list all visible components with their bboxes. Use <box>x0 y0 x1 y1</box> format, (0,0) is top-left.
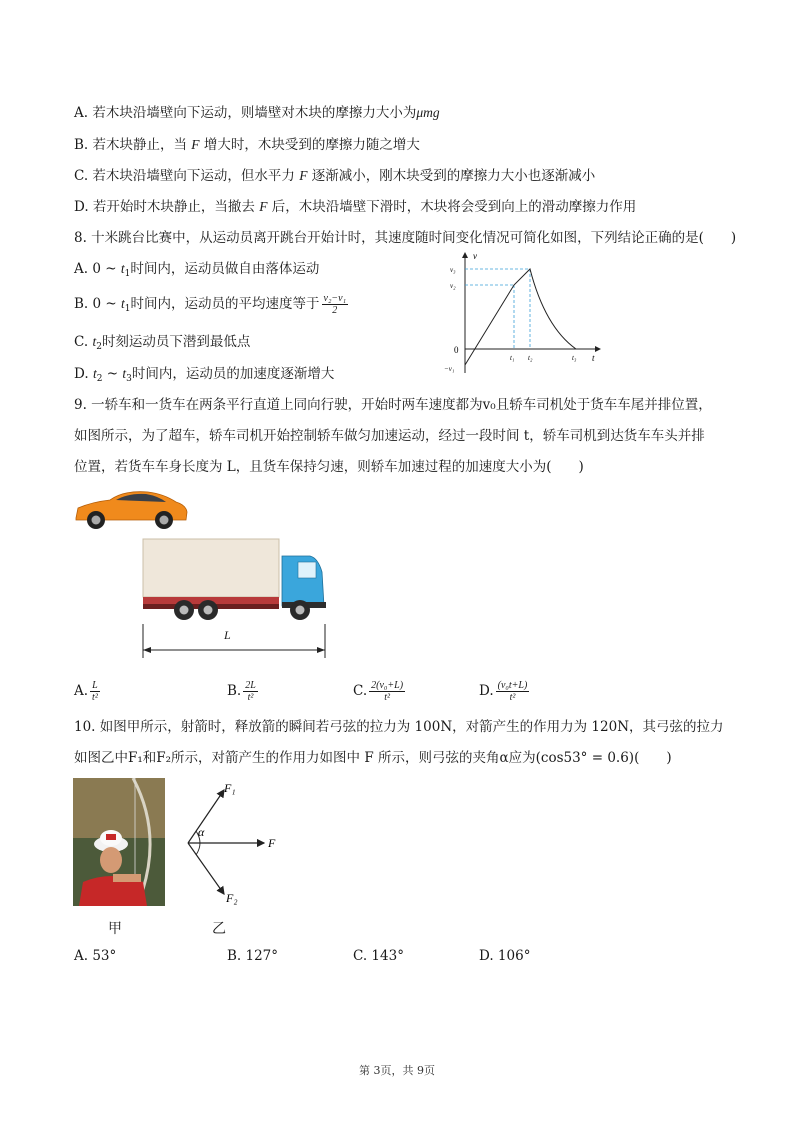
t3-label: t₃ <box>572 354 577 362</box>
q8-option-b: B. 0 ~ $t_1$时间内，运动员的平均速度等于 $\frac{\text{v₂−v₁}}{2}$ <box>74 293 347 316</box>
length-label: L <box>224 628 231 642</box>
f1-arrow <box>188 790 224 843</box>
truck-illustration <box>140 536 332 624</box>
t2-label: t₂ <box>528 354 533 362</box>
q8-option-d: D. $t_2$ ~ $t_3$时间内，运动员的加速度逐渐增大 <box>74 366 335 384</box>
velocity-time-graph <box>440 245 610 380</box>
q9-line-3: 位置，若货车车身长度为 L，且货车保持匀速，则轿车加速过程的加速度大小为( ) <box>74 459 584 475</box>
force-diagram <box>176 776 286 910</box>
figure-yi-label: 乙 <box>212 921 226 937</box>
q10-option-c: C. 143° <box>353 948 404 964</box>
t1-label: t₁ <box>510 354 515 362</box>
fraction: $\frac{\text{v₂−v₁}}{2}$ <box>323 293 347 316</box>
q7-option-d: D. 若开始时木块静止，当撤去 F 后，木块沿墙壁下滑时，木块将会受到向上的滑动摩擦力作用 <box>74 199 637 215</box>
v3-label: v₃ <box>450 266 456 274</box>
q8-option-c: C. $t_2$时刻运动员下潜到最低点 <box>74 334 251 352</box>
f1-label: F₁ <box>224 781 236 795</box>
q7-option-b: B. 若木块静止，当 F 增大时，木块受到的摩擦力随之增大 <box>74 137 420 153</box>
page-footer: 第 3页，共 9页 <box>359 1064 435 1077</box>
f2-arrow <box>188 843 224 894</box>
q10-option-b: B. 127° <box>227 948 279 964</box>
q9-line-1: 9. 一轿车和一货车在两条平行直道上同向行驶，开始时两车速度都为v₀且轿车司机处于货车车尾并排位置， <box>74 397 712 413</box>
q10-line-1: 10. 如图甲所示，射箭时，释放箭的瞬间若弓弦的拉力为 100N，对箭产生的作用力为 120N，其弓弦的拉力 <box>74 719 724 735</box>
archer-photo <box>73 778 165 906</box>
car-illustration <box>72 488 190 532</box>
q9-option-d: D. $\frac{\text{(v₀t+L)}}{\text{t²}}$ <box>479 680 528 703</box>
f-label: F <box>268 836 276 850</box>
v-axis-label: v <box>473 251 477 261</box>
q8-option-a: A. 0 ~ $t_1$时间内，运动员做自由落体运动 <box>74 261 320 279</box>
q7-option-a: A. 若木块沿墙壁向下运动，则墙壁对木块的摩擦力大小为μmg <box>74 105 440 121</box>
q7-option-c: C. 若木块沿墙壁向下运动，但水平力 F 逐渐减小，刚木块受到的摩擦力大小也逐渐减小 <box>74 168 596 184</box>
origin-label: 0 <box>454 345 459 355</box>
velocity-curve <box>465 269 576 365</box>
figure-jia-label: 甲 <box>108 921 122 937</box>
length-dimension <box>138 622 332 660</box>
q9-option-c: C. $\frac{\text{2(v₀+L)}}{\text{t²}}$ <box>353 680 404 703</box>
alpha-label: α <box>198 825 205 839</box>
q10-option-a: A. 53° <box>74 948 117 964</box>
neg-v1-label: −v₁ <box>444 365 455 373</box>
q10-line-2: 如图乙中F₁和F₂所示，对箭产生的作用力如图中 F 所示，则弓弦的夹角α应为(cos53° = 0.6)( ) <box>74 750 672 766</box>
q9-option-a: A. $\frac{L}{\text{t²}}$ <box>74 680 98 703</box>
v2-label: v₂ <box>450 282 456 290</box>
q9-option-b: B. $\frac{2L}{\text{t²}}$ <box>227 680 256 703</box>
f2-label: F₂ <box>226 891 238 905</box>
q9-line-2: 如图所示，为了超车，轿车司机开始控制轿车做匀加速运动，经过一段时间 t，轿车司机到达货车车头并排 <box>74 428 705 444</box>
t-axis-label: t <box>592 353 595 363</box>
q10-option-d: D. 106° <box>479 948 531 964</box>
q8-stem: 8. 十米跳台比赛中，从运动员离开跳台开始计时，其速度随时间变化情况可简化如图，下列结论正确的是( ) <box>74 230 737 246</box>
